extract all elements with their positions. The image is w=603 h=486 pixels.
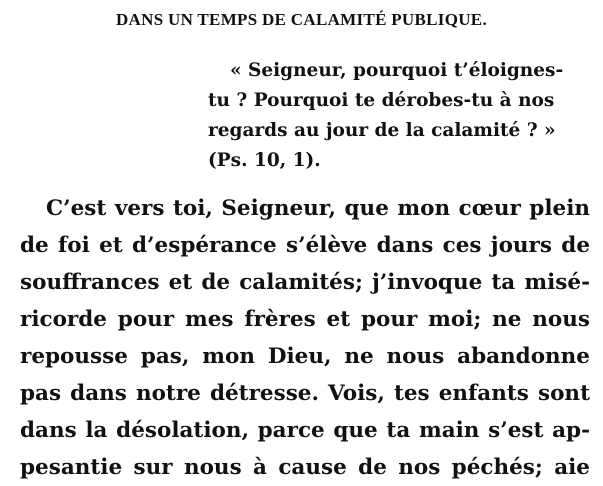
paragraph-line: dans la désolation, parce que ta main s’est ap-	[20, 418, 590, 443]
prayer-paragraph	[20, 190, 590, 486]
epigraph-line: tu ? Pourquoi te dérobes-tu à nos	[208, 90, 555, 111]
epigraph-line: regards au jour de la calamité ? »	[208, 120, 556, 141]
paragraph-line: ricorde pour mes frères et pour moi; ne nous	[20, 307, 590, 332]
paragraph-line: de foi et d’espérance s’élève dans ces jours de	[20, 233, 590, 258]
epigraph-quote	[208, 56, 594, 176]
paragraph-line: pas dans notre détresse. Vois, tes enfants sont	[20, 381, 590, 406]
epigraph-line: « Seigneur, pourquoi t’éloignes-	[230, 60, 564, 81]
epigraph-citation: (Ps. 10, 1).	[208, 150, 321, 171]
paragraph-line: repousse pas, mon Dieu, ne nous abandonne	[20, 344, 590, 369]
section-heading: DANS UN TEMPS DE CALAMITÉ PUBLIQUE.	[115, 10, 487, 29]
paragraph-line: pesantie sur nous à cause de nos péchés; aie	[20, 455, 590, 480]
paragraph-line: C’est vers toi, Seigneur, que mon cœur plein	[46, 196, 590, 221]
paragraph-line: souffrances et de calamités; j’invoque ta misé-	[20, 270, 590, 295]
